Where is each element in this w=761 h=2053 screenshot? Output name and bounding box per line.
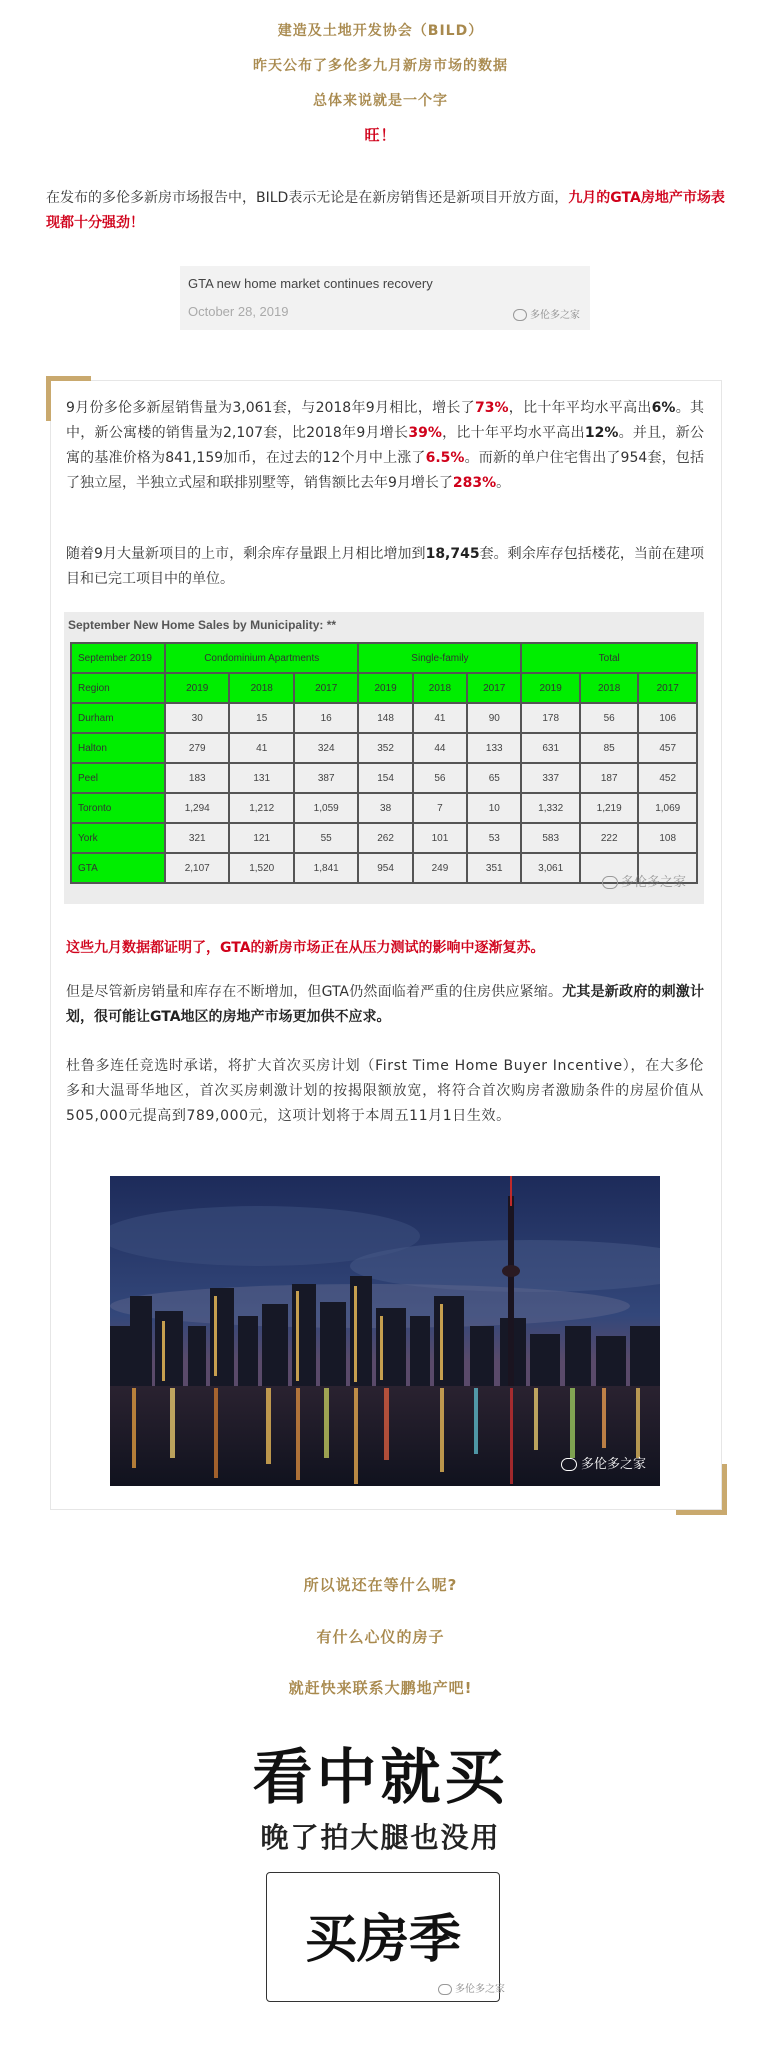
wechat-icon xyxy=(438,1984,452,1995)
table-cell: 7 xyxy=(413,793,467,823)
table-cell: 187 xyxy=(580,763,639,793)
banner-watermark: 多伦多之家 xyxy=(438,1980,505,1995)
table-year: 2018 xyxy=(580,673,639,703)
table-cell: 178 xyxy=(521,703,580,733)
table-cell: 56 xyxy=(580,703,639,733)
table-cell: 85 xyxy=(580,733,639,763)
table-row xyxy=(71,733,697,763)
banner-boxed-text: 买房季 xyxy=(304,1909,461,1970)
intro-line-2: 昨天公布了多伦多九月新房市场的数据 xyxy=(253,58,508,74)
table-year: 2018 xyxy=(413,673,467,703)
table-region-cell: GTA xyxy=(71,853,165,883)
wechat-icon xyxy=(561,1458,577,1471)
table-cell: 121 xyxy=(229,823,293,853)
table-year: 2017 xyxy=(294,673,359,703)
sales-table xyxy=(70,642,698,884)
table-watermark: 多伦多之家 xyxy=(602,871,686,890)
wechat-icon xyxy=(513,309,527,321)
table-cell: 41 xyxy=(229,733,293,763)
article-card[interactable] xyxy=(180,266,590,330)
table-cell: 41 xyxy=(413,703,467,733)
table-year: 2019 xyxy=(521,673,580,703)
sales-paragraph: 9月份多伦多新屋销售量为3,061套，与2018年9月相比，增长了73%，比十年平均水平高出6%。其中，新公寓楼的销售量为2,107套，比2018年9月增长39%，比十年平均水平高出12%。并且，新公寓的基准价格为841,159加币，在过去的12个月中上涨了6.5%。而新的单户住宅售出了954套，包括了独立屋，半独立式屋和联排别墅等，销售额比去年9月增长了283%。 xyxy=(66,400,705,491)
incentive-paragraph: 杜鲁多连任竞选时承诺，将扩大首次买房计划（First Time Home Buyer Incentive），在大多伦多和大温哥华地区，首次买房刺激计划的按揭限额放宽，将符合首次购房者激励条件的房屋价值从505,000元提高到789,000元，这项计划将于本周五11月1日生效。 xyxy=(66,1058,704,1124)
conclusion-red: 这些九月数据都证明了，GTA的新房市场正在从压力测试的影响中逐渐复苏。 xyxy=(66,940,545,956)
table-cell: 2,107 xyxy=(165,853,229,883)
table-cell: 1,059 xyxy=(294,793,359,823)
intro-line-4: 旺！ xyxy=(364,126,397,144)
table-cell: 1,841 xyxy=(294,853,359,883)
lead-paragraph xyxy=(46,186,726,236)
table-group: Total xyxy=(521,643,697,673)
table-cell: 954 xyxy=(358,853,412,883)
lead-text: 在发布的多伦多新房市场报告中，BILD表示无论是在新房销售还是新项目开放方面， xyxy=(46,190,569,206)
table-cell: 90 xyxy=(467,703,521,733)
outro-line-3: 就赶快来联系大鹏地产吧! xyxy=(288,1679,473,1697)
table-cell: 131 xyxy=(229,763,293,793)
table-cell: 583 xyxy=(521,823,580,853)
table-year: 2017 xyxy=(467,673,521,703)
table-cell: 106 xyxy=(638,703,697,733)
table-cell: 44 xyxy=(413,733,467,763)
supply-paragraph: 但是尽管新房销量和库存在不断增加，但GTA仍然面临着严重的住房供应紧缩。尤其是新政府的刺激计划，很可能让GTA地区的房地产市场更加供不应求。 xyxy=(66,984,705,1025)
table-cell: 56 xyxy=(413,763,467,793)
table-cell: 452 xyxy=(638,763,697,793)
article-card-title: GTA new home market continues recovery xyxy=(188,276,433,291)
table-year: 2017 xyxy=(638,673,697,703)
table-cell: 1,219 xyxy=(580,793,639,823)
table-cell: 249 xyxy=(413,853,467,883)
table-cell: 108 xyxy=(638,823,697,853)
table-cell: 53 xyxy=(467,823,521,853)
table-group-header xyxy=(71,643,697,673)
table-cell: 1,520 xyxy=(229,853,293,883)
table-cell: 30 xyxy=(165,703,229,733)
table-cell: 279 xyxy=(165,733,229,763)
table-year: 2018 xyxy=(229,673,293,703)
outro-line-2: 有什么心仪的房子 xyxy=(316,1628,445,1646)
table-cell: 38 xyxy=(358,793,412,823)
table-year: 2019 xyxy=(358,673,412,703)
lead-highlight: 九月的GTA房地产市场表现都十分强劲！ xyxy=(46,190,725,231)
table-row xyxy=(71,703,697,733)
outro-line-1: 所以说还在等什么呢? xyxy=(303,1576,458,1594)
table-year-header xyxy=(71,673,697,703)
photo-watermark: 多伦多之家 xyxy=(561,1453,646,1472)
table-cell: 55 xyxy=(294,823,359,853)
table-region-cell: Peel xyxy=(71,763,165,793)
article-card-source: 多伦多之家 xyxy=(513,306,580,321)
table-group: Single-family xyxy=(358,643,521,673)
table-row xyxy=(71,763,697,793)
table-cell: 222 xyxy=(580,823,639,853)
table-cell: 1,332 xyxy=(521,793,580,823)
table-cell: 337 xyxy=(521,763,580,793)
table-region-cell: Toronto xyxy=(71,793,165,823)
toronto-skyline-photo xyxy=(110,1176,660,1486)
table-cell: 101 xyxy=(413,823,467,853)
table-cell: 457 xyxy=(638,733,697,763)
table-cell: 1,294 xyxy=(165,793,229,823)
table-cell: 1,212 xyxy=(229,793,293,823)
table-body xyxy=(71,703,697,883)
table-cell: 154 xyxy=(358,763,412,793)
table-group: Condominium Apartments xyxy=(165,643,358,673)
table-cell: 15 xyxy=(229,703,293,733)
table-corner: September 2019 xyxy=(71,643,165,673)
table-region-cell: York xyxy=(71,823,165,853)
table-year: 2019 xyxy=(165,673,229,703)
table-region-cell: Durham xyxy=(71,703,165,733)
table-cell: 148 xyxy=(358,703,412,733)
table-cell: 321 xyxy=(165,823,229,853)
table-cell: 631 xyxy=(521,733,580,763)
table-cell: 262 xyxy=(358,823,412,853)
intro-line-1: 建造及土地开发协会（BILD） xyxy=(277,23,484,39)
table-row xyxy=(71,793,697,823)
intro-line-3: 总体来说就是一个字 xyxy=(313,93,448,109)
table-cell: 352 xyxy=(358,733,412,763)
table-cell: 351 xyxy=(467,853,521,883)
table-cell: 3,061 xyxy=(521,853,580,883)
table-cell: 65 xyxy=(467,763,521,793)
table-region-header: Region xyxy=(71,673,165,703)
banner-box xyxy=(266,1872,505,2002)
table-cell: 16 xyxy=(294,703,359,733)
table-cell: 1,069 xyxy=(638,793,697,823)
banner-headline: 看中就买 xyxy=(252,1743,509,1813)
sales-table-figure xyxy=(64,612,704,904)
table-region-cell: Halton xyxy=(71,733,165,763)
sales-table-title: September New Home Sales by Municipality: ** xyxy=(68,618,337,632)
skyline-illustration xyxy=(110,1176,660,1486)
table-row xyxy=(71,823,697,853)
table-cell: 133 xyxy=(467,733,521,763)
table-cell: 10 xyxy=(467,793,521,823)
banner-subline: 晚了拍大腿也没用 xyxy=(260,1821,501,1854)
inventory-paragraph: 随着9月大量新项目的上市，剩余库存量跟上月相比增加到18,745套。剩余库存包括楼花，当前在建项目和已完工项目中的单位。 xyxy=(66,546,705,587)
corner-decoration-bottom-right xyxy=(676,1464,727,1515)
table-cell: 387 xyxy=(294,763,359,793)
table-cell: 183 xyxy=(165,763,229,793)
wechat-icon xyxy=(602,876,618,889)
article-card-date: October 28, 2019 xyxy=(188,304,289,319)
table-cell: 324 xyxy=(294,733,359,763)
